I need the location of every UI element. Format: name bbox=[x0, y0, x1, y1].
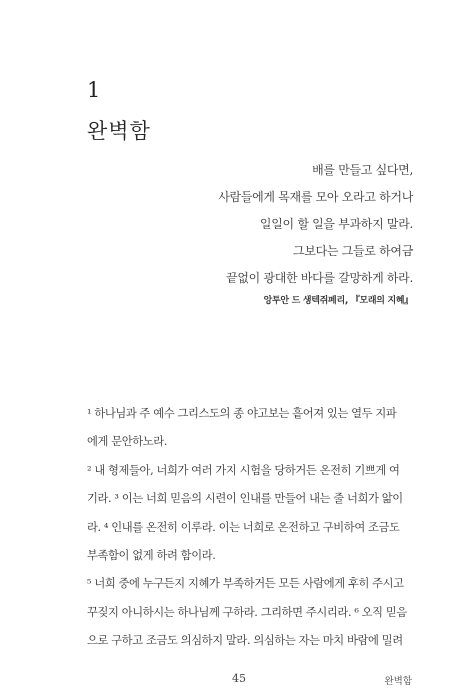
page-footer bbox=[0, 672, 470, 688]
chapter-number: 1 bbox=[87, 78, 101, 102]
body-line: 기라. ³ 이는 너희 믿음의 시련이 인내를 만들어 내는 줄 너희가 앎이 bbox=[87, 492, 403, 506]
body-line: 부족함이 없게 하려 함이라. bbox=[87, 548, 216, 562]
epigraph-source: 앙투안 드 생텍쥐페리, 『모래의 지혜』 bbox=[263, 296, 413, 306]
body-line: 에게 문안하노라. bbox=[87, 435, 167, 449]
body-line: ¹ 하나님과 주 예수 그리스도의 종 야고보는 흩어져 있는 열두 지파 bbox=[87, 407, 397, 420]
body-line: 라. ⁴ 인내를 온전히 이루라. 이는 너희로 온전하고 구비하여 조금도 bbox=[87, 520, 400, 534]
epigraph-line: 일일이 할 일을 부과하지 말라. bbox=[259, 217, 413, 231]
epigraph-line: 사람들에게 목재를 모아 오라고 하거나 bbox=[218, 190, 413, 204]
epigraph-line: 끝없이 광대한 바다를 갈망하게 하라. bbox=[226, 271, 413, 285]
body-text bbox=[87, 400, 415, 656]
epigraph-line: 배를 만들고 싶다면, bbox=[312, 163, 413, 177]
body-line: ² 내 형제들아, 너희가 여러 가지 시험을 당하거든 온전히 기쁘게 여 bbox=[87, 463, 400, 477]
chapter-title: 완벽함 bbox=[87, 119, 151, 143]
body-line: 꾸짖지 아니하시는 하나님께 구하라. 그리하면 주시리라. ⁶ 오직 믿음 bbox=[87, 605, 407, 619]
page-number: 45 bbox=[232, 672, 246, 685]
running-head: 완벽함 bbox=[384, 676, 412, 687]
body-line: 으로 구하고 조금도 의심하지 말라. 의심하는 자는 마치 바람에 밀려 bbox=[87, 634, 403, 648]
body-line: ⁵ 너희 중에 누구든지 지혜가 부족하거든 모든 사람에게 후히 주시고 bbox=[87, 577, 404, 591]
epigraph-line: 그보다는 그들로 하여금 bbox=[293, 244, 413, 258]
epigraph bbox=[83, 157, 413, 306]
